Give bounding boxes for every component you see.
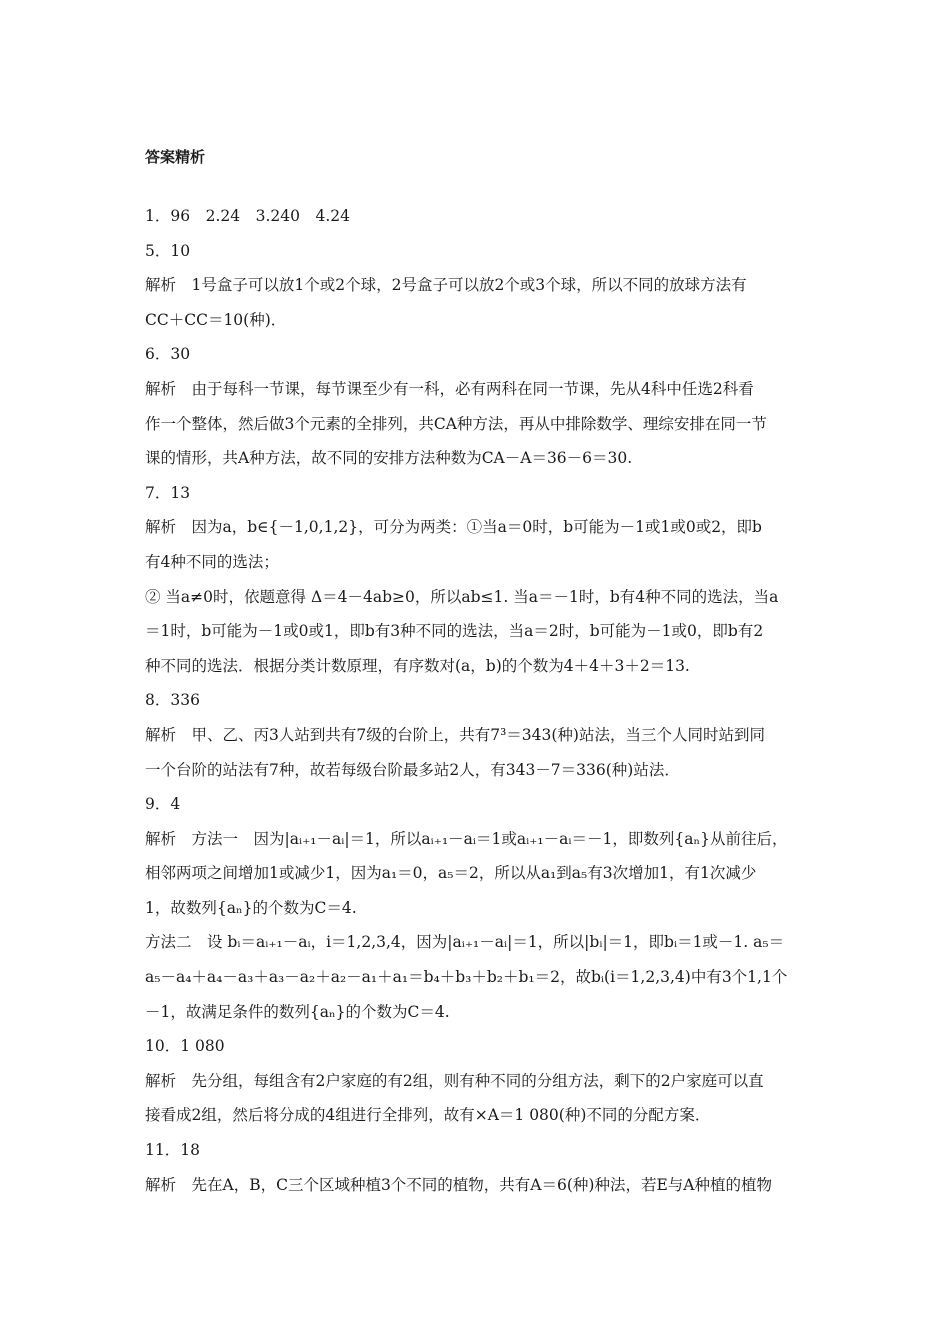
text-line: ② 当a≠0时，依题意得 Δ＝4－4ab≥0，所以ab≤1. 当a＝－1时，b有4种不同的选法，当a xyxy=(145,587,779,606)
answer-content xyxy=(145,199,813,1202)
text-line: 解析 先在A，B，C三个区域种植3个不同的植物，共有A＝6(种)种法，若E与A种植的植物 xyxy=(145,1175,772,1194)
text-line: 课的情形，共A种方法，故不同的安排方法种数为CA－A＝36－6＝30. xyxy=(145,449,633,468)
text-line: 6．30 xyxy=(145,345,191,364)
text-line: 解析 先分组，每组含有2户家庭的有2组，则有种不同的分组方法，剩下的2户家庭可以直 xyxy=(145,1071,764,1090)
text-line: 一个台阶的站法有7种，故若每级台阶最多站2人，有343－7＝336(种)站法． xyxy=(145,760,680,779)
text-line: 7．13 xyxy=(145,483,191,502)
text-line: 解析 甲、乙、丙3人站到共有7级的台阶上，共有7³＝343(种)站法，当三个人同时站到同 xyxy=(145,725,765,744)
text-line: CC＋CC＝10(种)． xyxy=(145,310,287,329)
text-line: a₅－a₄＋a₄－a₃＋a₃－a₂＋a₂－a₁＋a₁＝b₄＋b₃＋b₂＋b₁＝2，故bᵢ(i＝1,2,3,4)中有3个1,1个 xyxy=(145,968,788,987)
text-line: 作一个整体，然后做3个元素的全排列，共CA种方法，再从中排除数学、理综安排在同一节 xyxy=(145,414,767,433)
text-line: 解析 由于每科一节课，每节课至少有一科，必有两科在同一节课，先从4科中任选2科看 xyxy=(145,379,754,398)
text-line: 解析 因为a，b∈{－1,0,1,2}，可分为两类：①当a＝0时，b可能为－1或1或0或2，即b xyxy=(145,518,762,537)
text-line: 相邻两项之间增加1或减少1，因为a₁＝0，a₅＝2，所以从a₁到a₅有3次增加1，有1次减少 xyxy=(145,864,757,883)
text-line: ＝1时，b可能为－1或0或1，即b有3种不同的选法，当a＝2时，b可能为－1或0，即b有2 xyxy=(145,622,764,641)
text-line: 种不同的选法．根据分类计数原理，有序数对(a，b)的个数为4＋4＋3＋2＝13. xyxy=(145,656,690,675)
text-line: 5．10 xyxy=(145,241,191,260)
text-line: 8．336 xyxy=(145,691,200,710)
text-line: 解析 1号盒子可以放1个或2个球，2号盒子可以放2个或3个球，所以不同的放球方法有 xyxy=(145,276,747,295)
text-line: 1，故数列{aₙ}的个数为C＝4. xyxy=(145,898,357,917)
text-line: 方法二 设 bᵢ＝aᵢ₊₁－aᵢ，i＝1,2,3,4，因为|aᵢ₊₁－aᵢ|＝1，所以|bᵢ|＝1，即bᵢ＝1或－1. a₅＝ xyxy=(145,933,785,952)
text-line: 接看成2组，然后将分成的4组进行全排列，故有×A＝1 080(种)不同的分配方案． xyxy=(145,1106,711,1125)
text-line: 1．96 2.24 3.240 4.24 xyxy=(145,207,350,225)
section-heading: 答案精析 xyxy=(145,148,206,166)
text-line: 10．1 080 xyxy=(145,1037,225,1056)
text-line: 11．18 xyxy=(145,1141,200,1160)
text-line: 9．4 xyxy=(145,795,181,814)
text-line: 有4种不同的选法； xyxy=(145,552,279,571)
text-line: －1，故满足条件的数列{aₙ}的个数为C＝4. xyxy=(145,1002,450,1021)
text-line: 解析 方法一 因为|aᵢ₊₁－aᵢ|＝1，所以aᵢ₊₁－aᵢ＝1或aᵢ₊₁－aᵢ＝－1，即数列{aₙ}从前往后， xyxy=(145,829,788,848)
